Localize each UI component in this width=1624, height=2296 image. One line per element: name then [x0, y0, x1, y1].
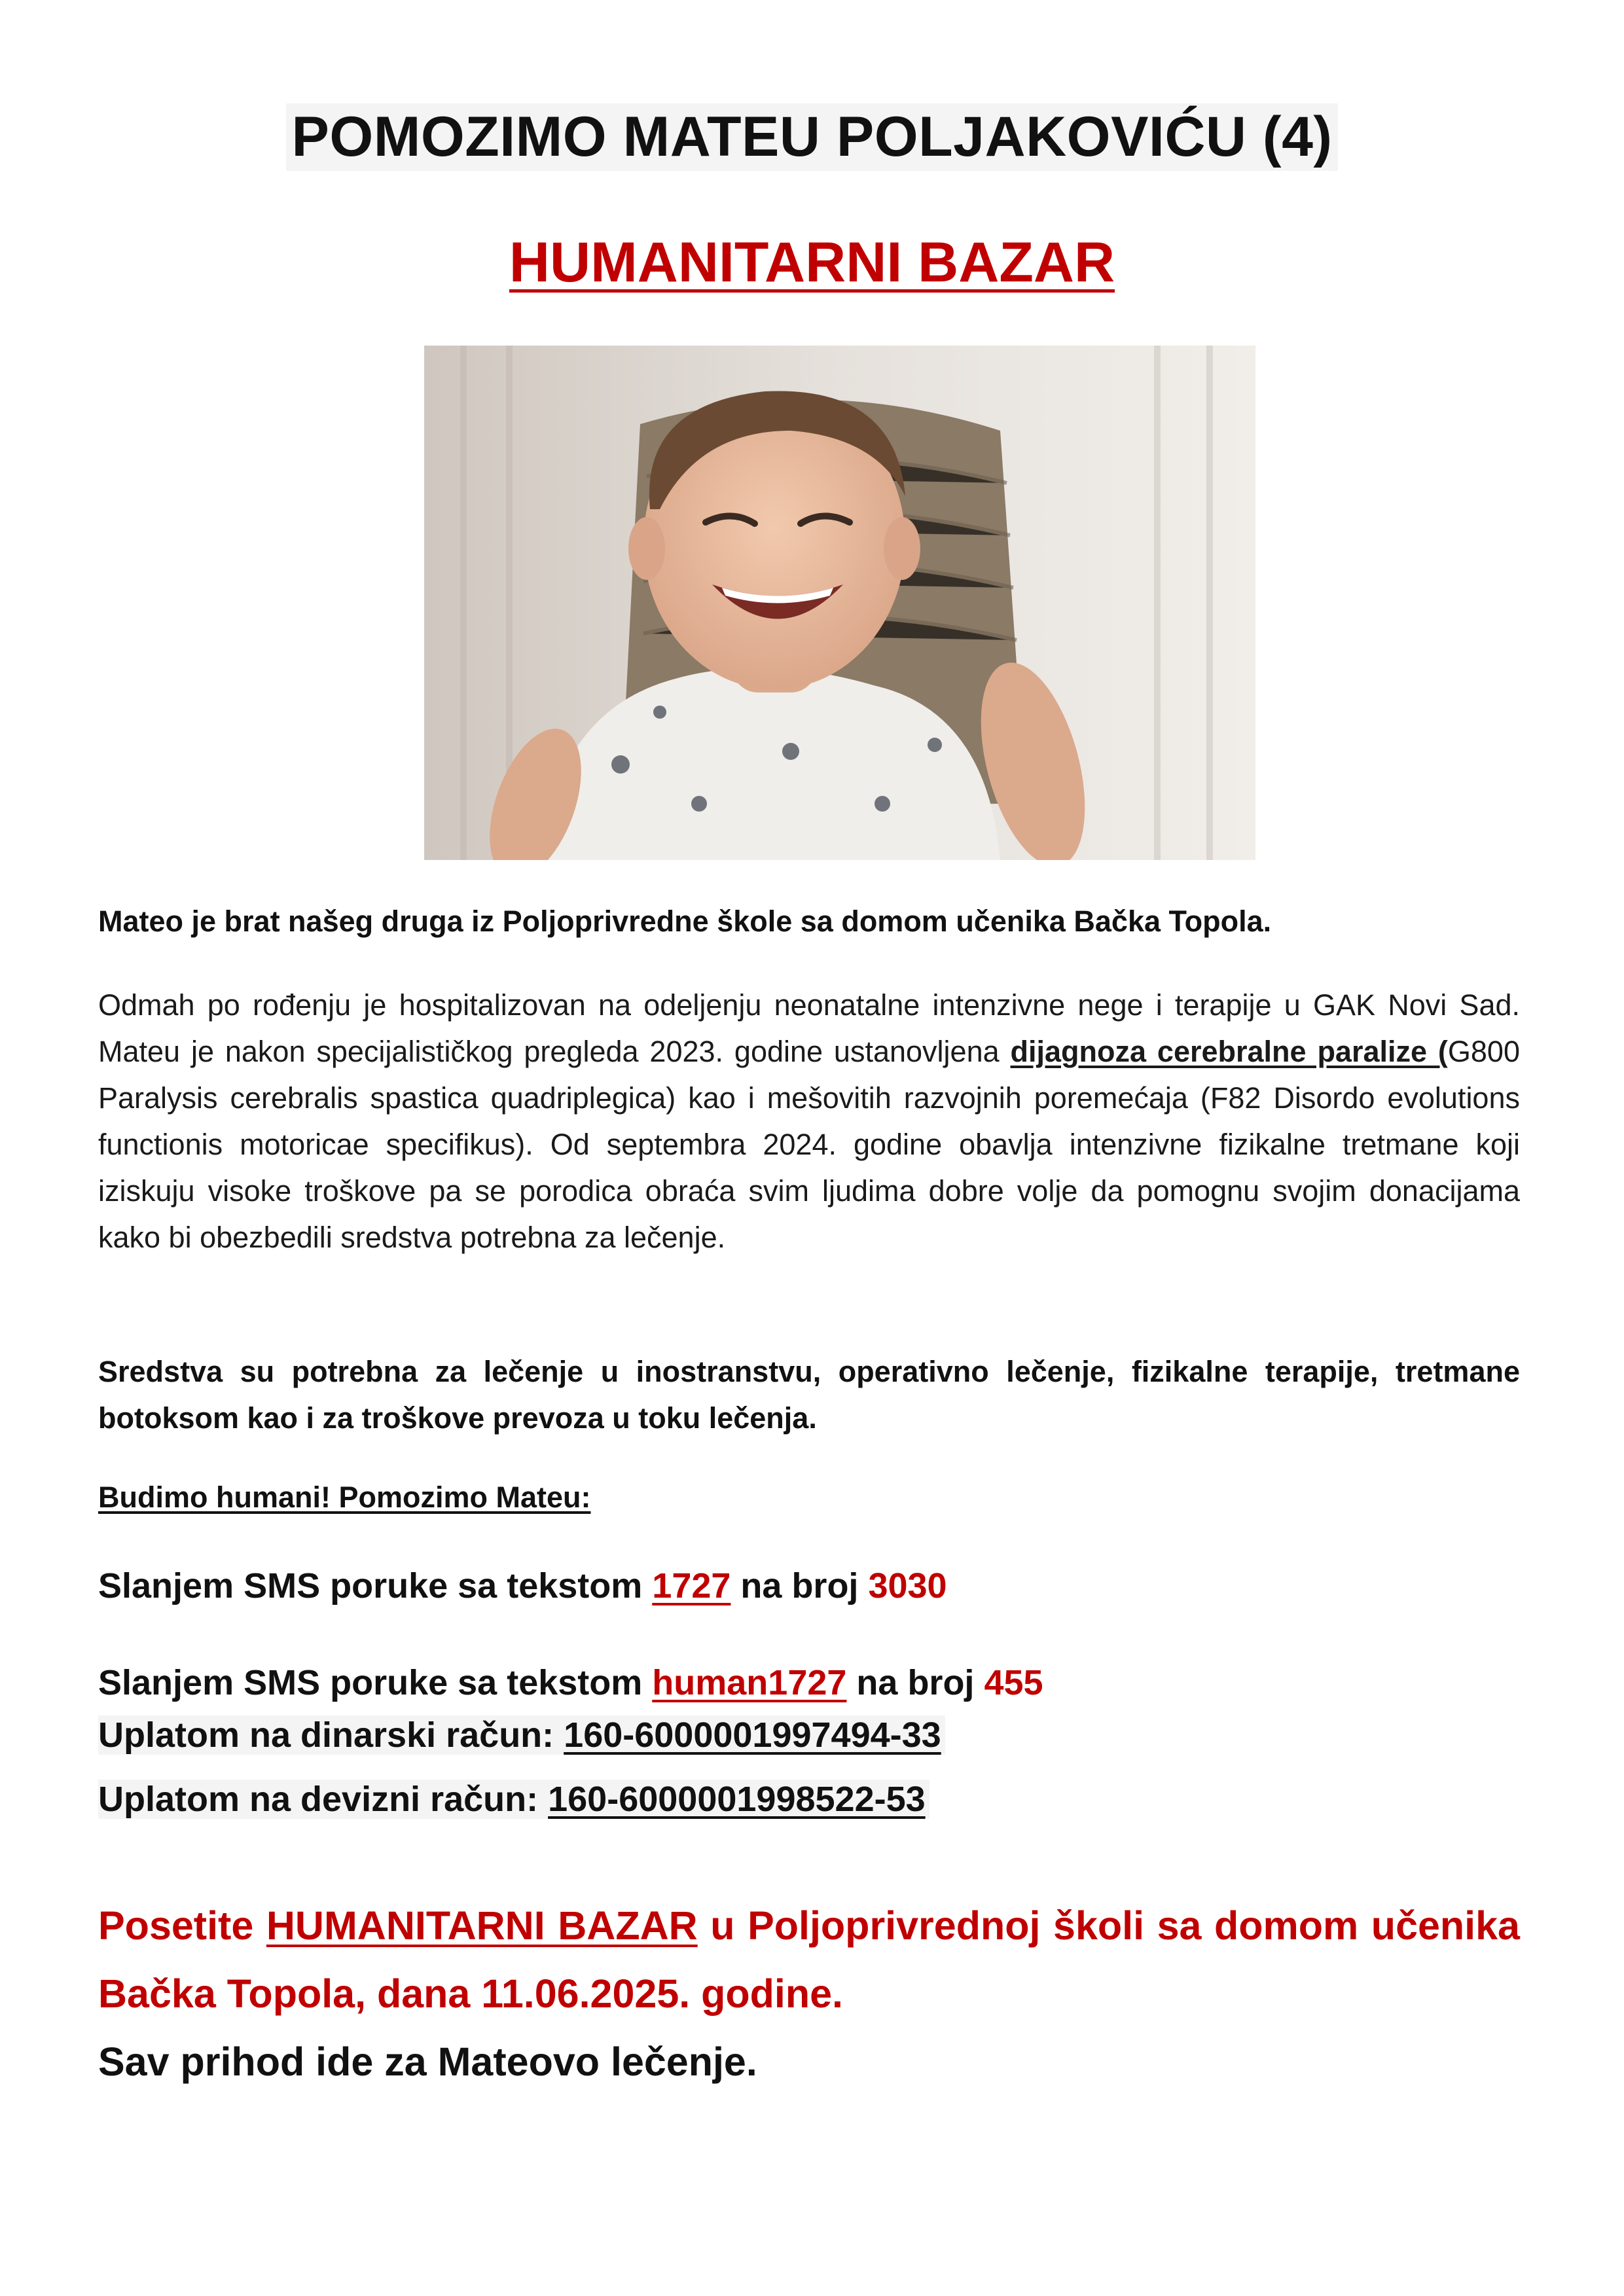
- sms-prefix: Slanjem SMS poruke sa tekstom: [98, 1663, 653, 1702]
- sms-line-1: [98, 1566, 1520, 1606]
- bazaar-prefix: Posetite: [98, 1903, 266, 1948]
- sms-line-2: [98, 1662, 1520, 1703]
- sms-code: 1727: [652, 1566, 731, 1605]
- sms-number: 3030: [868, 1566, 947, 1605]
- page-title: POMOZIMO MATEU POLJAKOVIĆU (4): [286, 103, 1337, 171]
- title-block: [0, 103, 1624, 171]
- foreign-account-box: [98, 1780, 929, 1819]
- account-number: 160-6000001998522-53: [548, 1780, 926, 1819]
- account-label: Uplatom na dinarski račun:: [98, 1715, 564, 1755]
- foreign-account-line: [98, 1779, 1520, 1820]
- account-number: 160-6000001997494-33: [564, 1715, 941, 1755]
- story-part1: Odmah po rođenju je hospitalizovan na odeljenju neonatalne intenzivne nege i terapije u GAK Novi Sad. Mateu je nakon specijalističkog pregleda 2023. godine ustanovljena: [98, 988, 1520, 1068]
- sms-prefix: Slanjem SMS poruke sa tekstom: [98, 1566, 653, 1605]
- account-label: Uplatom na devizni račun:: [98, 1780, 549, 1819]
- child-photo: [424, 346, 1255, 860]
- page-subtitle: HUMANITARNI BAZAR: [509, 231, 1115, 294]
- diagnosis-highlight: dijagnoza cerebralne paralize (: [1010, 1035, 1448, 1068]
- intro-paragraph: Mateo je brat našeg druga iz Poljoprivredne škole sa domom učenika Bačka Topola.: [98, 905, 1272, 938]
- dinar-account-box: [98, 1715, 945, 1755]
- sms-middle: na broj: [846, 1663, 984, 1702]
- needs-paragraph: Sredstva su potrebna za lečenje u inostranstvu, operativno lečenje, fizikalne terapije, tretmane botoksom kao i za troškove prevoza u toku lečenja.: [98, 1355, 1520, 1435]
- story-paragraph: [98, 982, 1520, 1261]
- sms-code: human1727: [652, 1663, 847, 1702]
- bazaar-closing: Sav prihod ide za Mateovo lečenje.: [98, 2039, 757, 2084]
- bazaar-suffix: u Poljoprivrednoj školi sa domom učenika Bačka Topola, dana 11.06.2025. godine.: [98, 1903, 1520, 2016]
- dinar-account-line: [98, 1715, 1520, 1755]
- story-part2: G800 Paralysis cerebralis spastica quadriplegica) kao i mešovitih razvojnih poremećaja (F82 Disordo evolutions functionis motoricae specifikus). Od septembra 2024. godine obavlja intenzivne fizikalne tretmane koji iziskuju visoke troškove pa se porodica obraća svim ljudima dobre volje da pomognu svojim donacijama kako bi obezbedili sredstva potrebna za lečenje.: [98, 1035, 1520, 1254]
- sms-number: 455: [984, 1663, 1043, 1702]
- call-to-action: Budimo humani! Pomozimo Mateu:: [98, 1480, 591, 1514]
- bazaar-name: HUMANITARNI BAZAR: [266, 1903, 698, 1948]
- subtitle-block: [0, 230, 1624, 295]
- bazaar-announcement: [98, 1892, 1520, 2096]
- sms-middle: na broj: [731, 1566, 869, 1605]
